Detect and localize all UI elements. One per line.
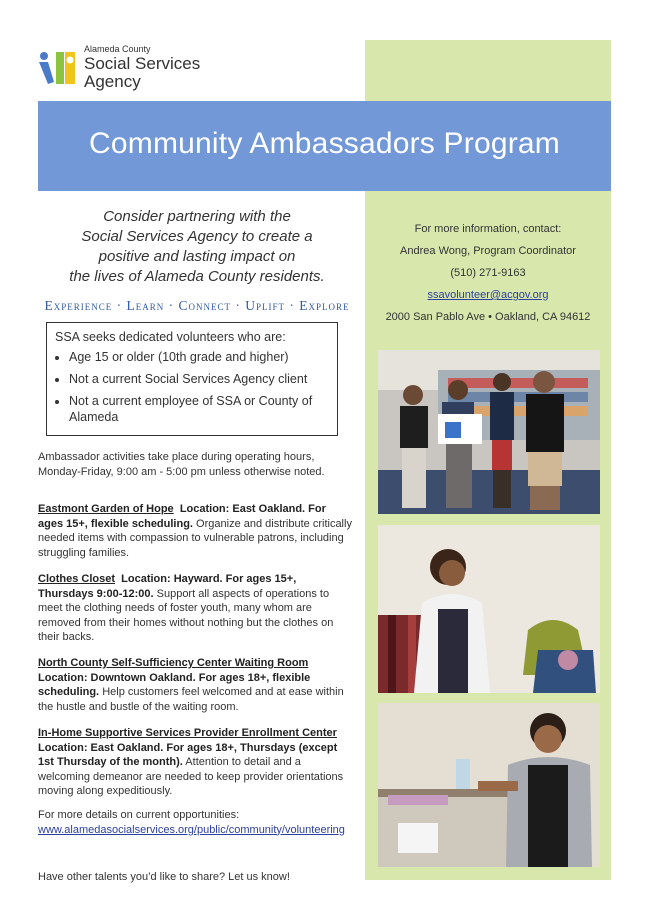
opportunity-details: Location: East Oakland. For ages 18+, Thursdays (except 1st Thursday of the month). bbox=[38, 741, 338, 768]
more-details-text: For more details on current opportunities: bbox=[38, 809, 240, 821]
activities-intro: Ambassador activities take place during operating hours, Monday-Friday, 9:00 am - 5:00 pm unless otherwise noted. bbox=[38, 451, 325, 478]
opportunity-details: Location: Hayward. For ages 15+, Thursdays 9:00-12:00. bbox=[38, 573, 297, 600]
contact-name: Andrea Wong, Program Coordinator bbox=[400, 245, 576, 257]
clothes-sorting-photo bbox=[378, 525, 600, 693]
opportunity-north-county bbox=[38, 656, 352, 714]
opportunity-description: Help customers feel welcomed and at ease within the hustle and bustle of the waiting room. bbox=[38, 686, 344, 713]
volunteers-group-photo bbox=[378, 350, 600, 514]
opportunity-details: Location: Downtown Oakland. For ages 18+, flexible scheduling. bbox=[38, 671, 311, 698]
opportunity-clothes-closet bbox=[38, 572, 352, 645]
opportunity-title: Eastmont Garden of Hope bbox=[38, 503, 174, 515]
list-item: • Not a current employee of SSA or County of Alameda bbox=[69, 393, 329, 425]
agency-logo-icon bbox=[38, 48, 78, 86]
tagline: Experience · Learn · Connect · Uplift · Explore bbox=[44, 298, 350, 313]
logo-agency-name: Social Services Agency bbox=[84, 54, 201, 91]
agency-logo bbox=[38, 44, 208, 94]
list-item: • Age 15 or older (10th grade and higher) bbox=[69, 349, 329, 365]
opportunity-title: North County Self-Sufficiency Center Waiting Room bbox=[38, 657, 309, 669]
volunteering-link[interactable]: www.alamedasocialservices.org/public/community/volunteering bbox=[38, 823, 345, 836]
opportunity-description: Attention to detail and a welcoming demeanor are needed to keep provider orientations moving along expeditiously. bbox=[38, 756, 344, 797]
more-details bbox=[38, 808, 352, 837]
volunteer-requirements-box bbox=[46, 322, 338, 436]
intro-text: Consider partnering with the Social Services Agency to create a positive and lasting impact on the lives of Alameda County residents. bbox=[69, 208, 325, 285]
list-item: • Not a current Social Services Agency client bbox=[69, 371, 329, 387]
opportunity-eastmont bbox=[38, 502, 352, 560]
requirements-heading: SSA seeks dedicated volunteers who are: bbox=[55, 330, 286, 344]
opportunity-details: Location: East Oakland. For ages 15+, flexible scheduling. bbox=[38, 503, 326, 530]
opportunity-title: In-Home Supportive Services Provider Enrollment Center bbox=[38, 727, 337, 739]
opportunity-description: Support all aspects of operations to meet the clothing needs of foster youth, many whom are removed from their homes without nothing but the clothes on their backs. bbox=[38, 587, 334, 643]
requirements-list bbox=[55, 349, 329, 425]
logo-county-text: Alameda County bbox=[84, 44, 151, 54]
contact-info bbox=[365, 218, 611, 328]
title-banner bbox=[38, 101, 611, 191]
contact-email-link[interactable]: ssavolunteer@acgov.org bbox=[427, 289, 549, 301]
opportunity-description: Organize and distribute critically needed items with compassion to vulnerable patrons, including struggling families. bbox=[38, 517, 352, 559]
contact-phone: (510) 271-9163 bbox=[450, 267, 526, 279]
volunteer-table-photo bbox=[378, 703, 600, 867]
closing-text: Have other talents you’d like to share? Let us know! bbox=[38, 871, 290, 883]
contact-address: 2000 San Pablo Ave • Oakland, CA 94612 bbox=[385, 311, 591, 323]
contact-heading: For more information, contact: bbox=[414, 223, 562, 235]
opportunity-ihss bbox=[38, 726, 352, 799]
opportunity-title: Clothes Closet bbox=[38, 573, 116, 585]
page-title: Community Ambassadors Program bbox=[89, 127, 560, 160]
